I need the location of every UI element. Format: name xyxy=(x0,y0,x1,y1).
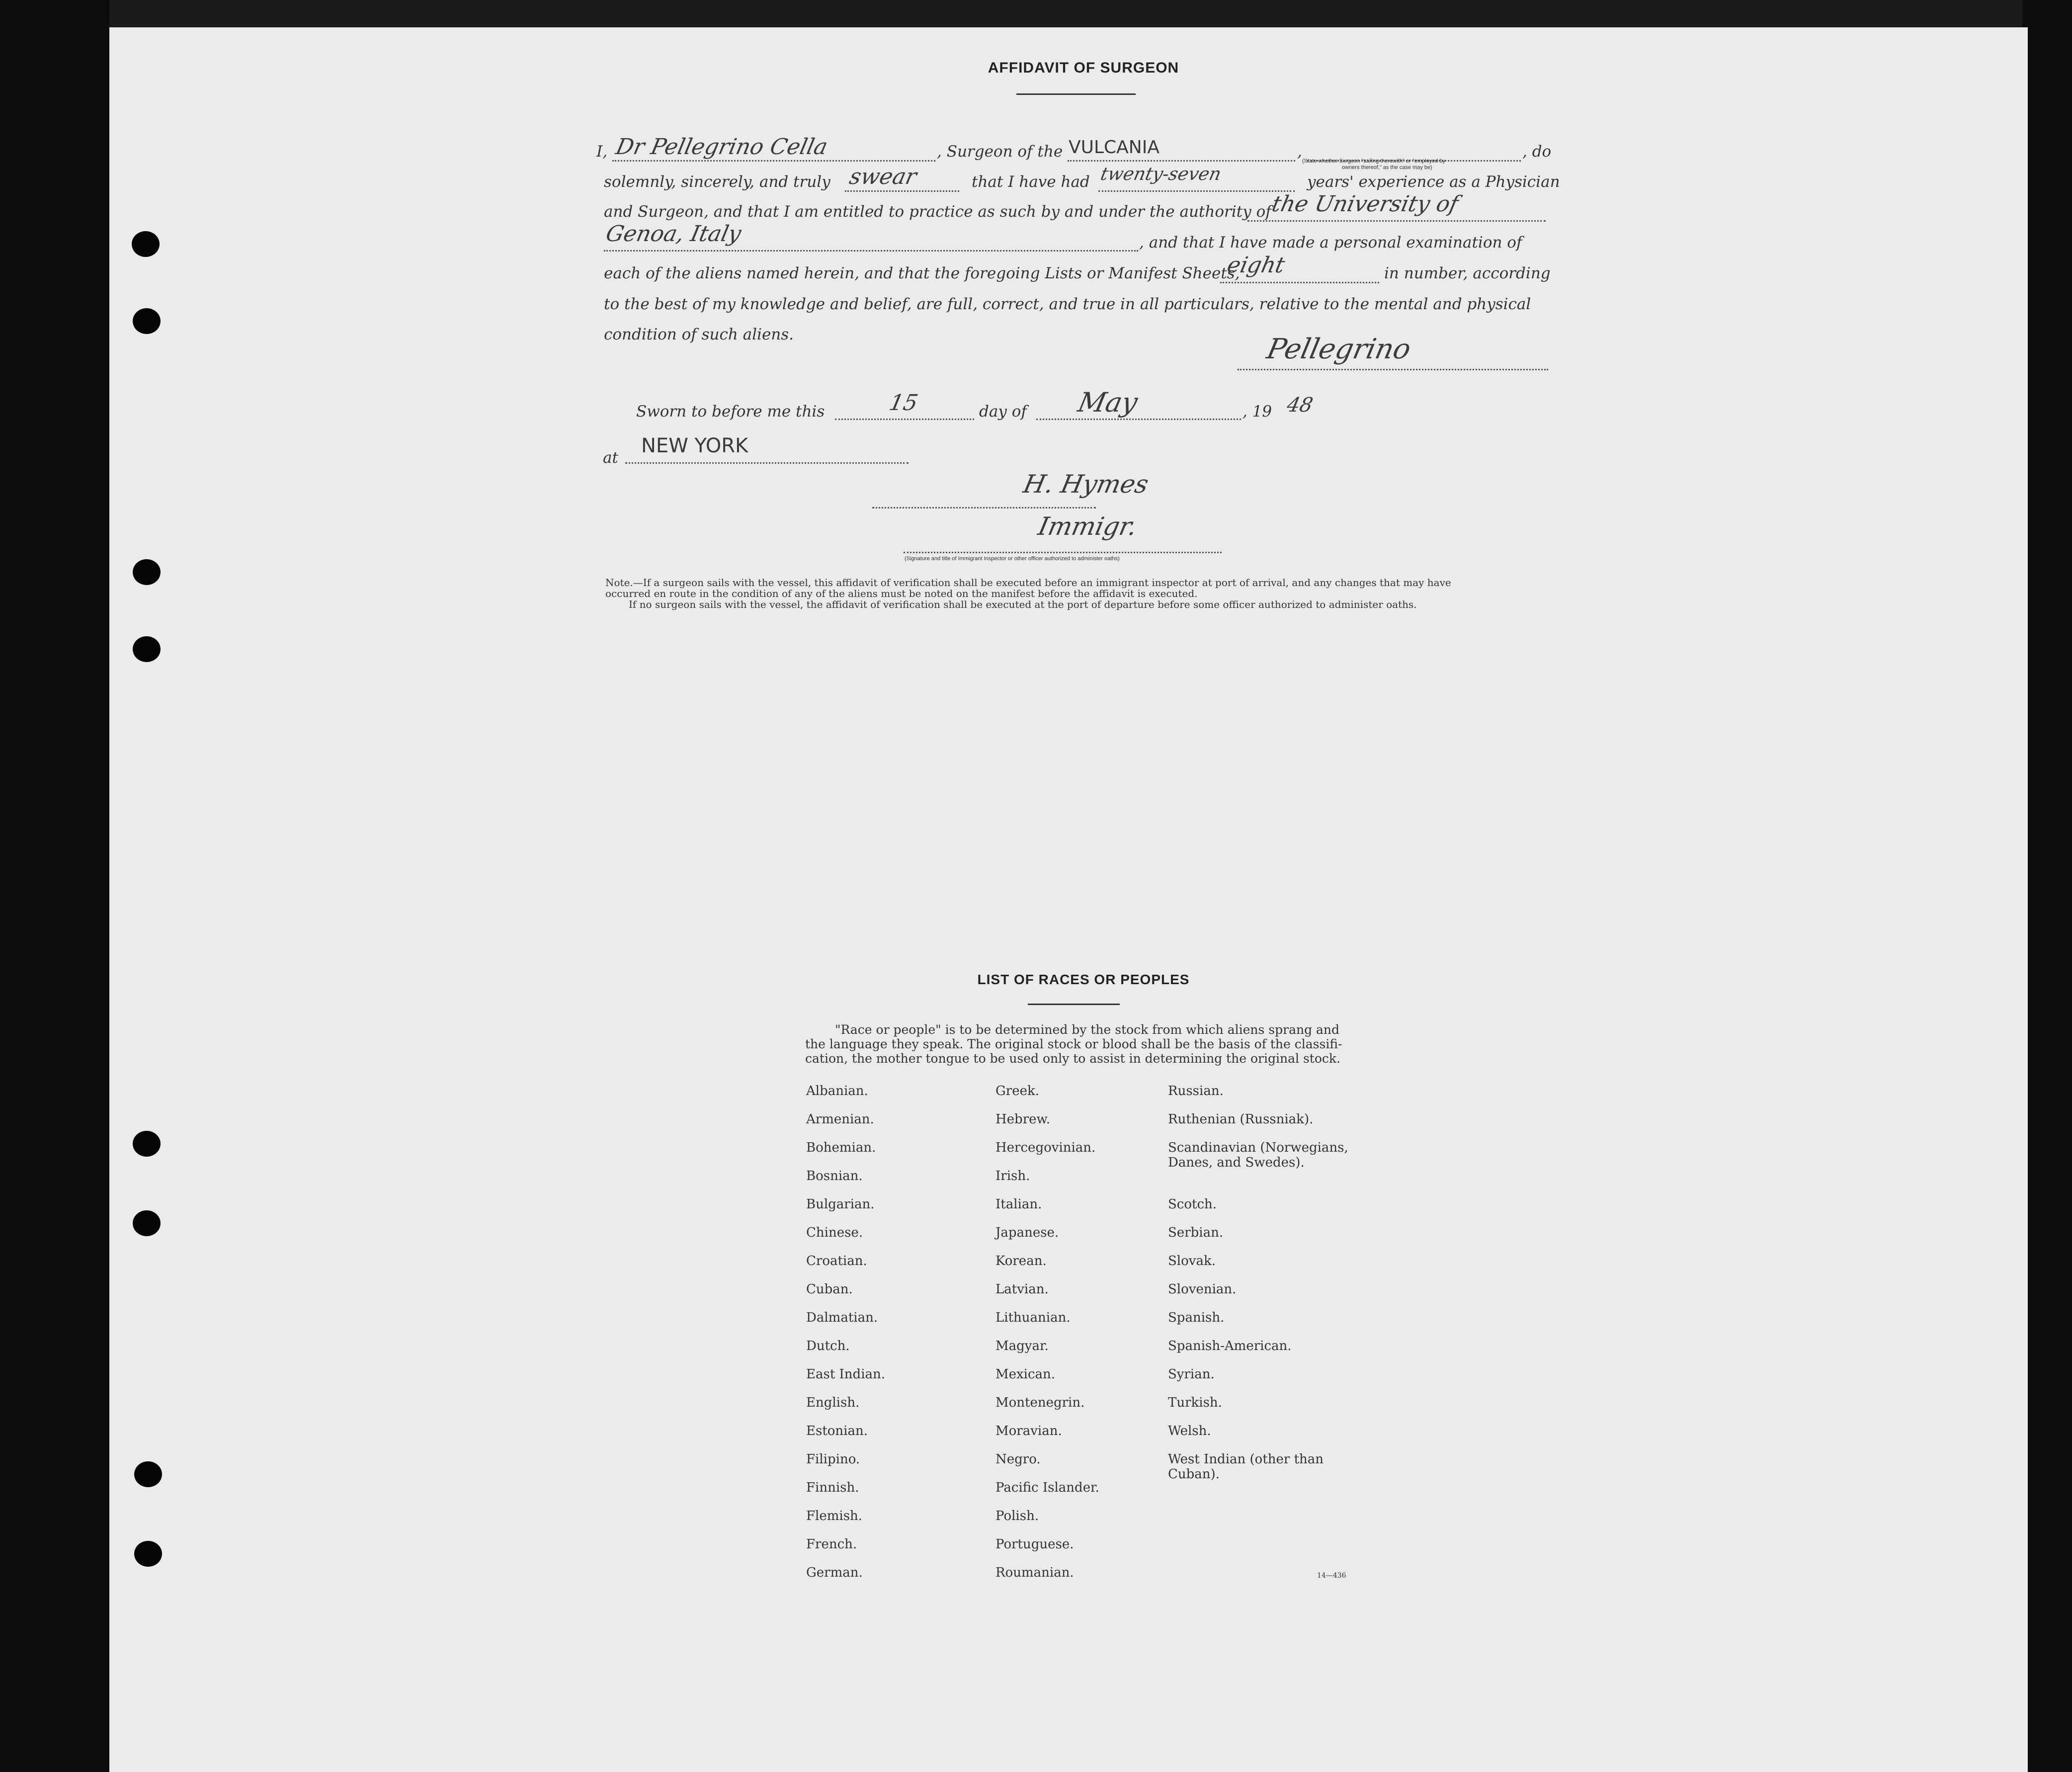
binder-hole xyxy=(134,1461,162,1487)
note-text: occurred en route in the condition of any of the aliens must be noted on the manifest before the affidavit is executed. xyxy=(605,588,1198,599)
signature-line xyxy=(1238,369,1548,370)
affidavit-text: , and that I have made a personal examination of xyxy=(1139,234,1522,252)
races-column-2 xyxy=(995,1084,1099,1594)
oath-field xyxy=(845,190,959,192)
sworn-text: Sworn to before me this xyxy=(636,403,825,421)
affidavit-text: to the best of my knowledge and belief, are full, correct, and true in all particulars, relative to the mental and physical xyxy=(604,295,1531,313)
vessel-name: VULCANIA xyxy=(1069,137,1160,158)
signature-caption: (Signature and title of Immigrant Inspector or other officer authorized to administer oaths) xyxy=(905,556,1120,562)
surgeon-name: Dr Pellegrino Cella xyxy=(613,134,830,160)
race-item: Flemish. xyxy=(806,1509,863,1523)
affidavit-text: , xyxy=(1297,143,1302,161)
race-item: Greek. xyxy=(995,1084,1039,1098)
sworn-day: 15 xyxy=(887,390,920,416)
note-text: If no surgeon sails with the vessel, the affidavit of verification shall be executed at the port of departure before some officer authorized to administer oaths. xyxy=(629,598,1417,610)
vessel-field xyxy=(1068,160,1295,162)
race-item: Montenegrin. xyxy=(995,1395,1085,1410)
race-item: Pacific Islander. xyxy=(995,1480,1099,1495)
race-item: Serbian. xyxy=(1168,1225,1224,1240)
race-item: Dalmatian. xyxy=(806,1310,878,1325)
affidavit-text: I, xyxy=(596,143,608,161)
binder-hole xyxy=(132,231,160,257)
authority-2: Genoa, Italy xyxy=(603,221,744,247)
race-item: Mexican. xyxy=(995,1367,1056,1382)
race-item: Irish. xyxy=(995,1169,1030,1183)
surgeon-signature: Pellegrino xyxy=(1264,333,1414,365)
race-item: French. xyxy=(806,1537,857,1552)
race-item: Bosnian. xyxy=(806,1169,863,1183)
race-item: Russian. xyxy=(1168,1084,1224,1098)
sworn-year: 48 xyxy=(1285,394,1315,417)
affidavit-text: in number, according xyxy=(1384,264,1551,282)
years-experience: twenty-seven xyxy=(1098,164,1223,184)
race-item: Albanian. xyxy=(806,1084,868,1098)
affidavit-text: condition of such aliens. xyxy=(604,326,794,343)
races-title: LIST OF RACES OR PEOPLES xyxy=(977,972,1190,987)
authority-field xyxy=(1247,220,1546,222)
races-intro-line: the language they speak. The original stock or blood shall be the basis of the classifi- xyxy=(805,1037,1342,1051)
race-item: Bulgarian. xyxy=(806,1197,875,1212)
race-item: Estonian. xyxy=(806,1424,868,1438)
sworn-text: day of xyxy=(979,403,1027,421)
race-item: Korean. xyxy=(995,1254,1047,1268)
years-field xyxy=(1098,190,1295,192)
authority-1: the University of xyxy=(1269,191,1461,217)
binder-hole xyxy=(134,1541,162,1567)
officer-signature: H. Hymes xyxy=(1020,470,1152,499)
race-item: Spanish. xyxy=(1168,1310,1225,1325)
fine-print: owners thereof," as the case may be) xyxy=(1342,165,1432,170)
month-field xyxy=(1036,419,1241,420)
affidavit-text: that I have had xyxy=(972,173,1090,191)
affidavit-title: AFFIDAVIT OF SURGEON xyxy=(988,60,1179,76)
officer-signature-line xyxy=(872,507,1096,508)
day-field xyxy=(835,419,974,420)
race-item: Dutch. xyxy=(806,1339,850,1353)
race-item: Croatian. xyxy=(806,1254,867,1268)
sworn-place: NEW YORK xyxy=(641,434,748,457)
binder-hole xyxy=(133,1210,161,1236)
race-item: Filipino. xyxy=(806,1452,860,1467)
sworn-month: May xyxy=(1075,387,1141,418)
surgeon-name-field xyxy=(612,160,935,162)
race-item: Latvian. xyxy=(995,1282,1049,1297)
authority-field-2 xyxy=(604,250,1138,252)
race-item: Moravian. xyxy=(995,1424,1062,1438)
races-column-3 xyxy=(1168,1084,1367,1509)
place-field xyxy=(625,462,909,464)
binder-hole xyxy=(133,559,161,585)
race-item: Spanish-American. xyxy=(1168,1339,1292,1353)
scan-border-right xyxy=(2022,0,2072,1772)
races-title-underline xyxy=(1028,1004,1120,1005)
race-item: Hercegovinian. xyxy=(995,1140,1096,1155)
race-item: Scotch. xyxy=(1168,1197,1217,1212)
officer-title-line xyxy=(904,552,1222,553)
race-item: East Indian. xyxy=(806,1367,886,1382)
form-number: 14—436 xyxy=(1317,1572,1346,1580)
affidavit-text: and Surgeon, and that I am entitled to practice as such by and under the authority of xyxy=(604,203,1271,221)
race-item: Slovenian. xyxy=(1168,1282,1237,1297)
race-item: English. xyxy=(806,1395,860,1410)
race-item: Syrian. xyxy=(1168,1367,1215,1382)
races-intro-line: cation, the mother tongue to be used only to assist in determining the original stock. xyxy=(805,1051,1340,1066)
race-item: Bohemian. xyxy=(806,1140,876,1155)
race-item: Lithuanian. xyxy=(995,1310,1071,1325)
affidavit-text: years' experience as a Physician xyxy=(1307,173,1560,191)
race-item: West Indian (other than Cuban). xyxy=(1168,1452,1324,1482)
race-item: Italian. xyxy=(995,1197,1042,1212)
binder-hole xyxy=(133,636,161,662)
sworn-text: , 19 xyxy=(1243,403,1272,421)
race-item: Welsh. xyxy=(1168,1424,1211,1438)
affidavit-text: , Surgeon of the xyxy=(937,143,1063,161)
affidavit-text: , do xyxy=(1522,143,1552,161)
races-column-1 xyxy=(806,1084,885,1594)
race-item: Scandinavian (Norwegians, Danes, and Swedes). xyxy=(1168,1140,1348,1170)
affidavit-text: each of the aliens named herein, and that the foregoing Lists or Manifest Sheets, xyxy=(604,264,1240,282)
binder-hole xyxy=(133,1131,161,1157)
race-item: Japanese. xyxy=(995,1225,1059,1240)
fine-print: (State whether Surgeon "sailing therewith" or "employed by xyxy=(1302,158,1446,164)
race-item: Cuban. xyxy=(806,1282,853,1297)
race-item: Slovak. xyxy=(1168,1254,1216,1268)
races-intro-line: "Race or people" is to be determined by the stock from which aliens sprang and xyxy=(835,1022,1340,1037)
race-item: Finnish. xyxy=(806,1480,859,1495)
race-item: Polish. xyxy=(995,1509,1039,1523)
scan-border-left xyxy=(0,0,109,1772)
oath-word: swear xyxy=(847,164,919,189)
affidavit-text: solemnly, sincerely, and truly xyxy=(604,173,830,191)
binder-hole xyxy=(133,308,161,334)
race-item: Portuguese. xyxy=(995,1537,1074,1552)
at-label: at xyxy=(603,449,618,467)
race-item: Magyar. xyxy=(995,1339,1049,1353)
race-item: Negro. xyxy=(995,1452,1041,1467)
note-text: Note.—If a surgeon sails with the vessel, this affidavit of verification shall be executed before an immigrant inspector at port of arrival, and any changes that may have xyxy=(605,577,1451,589)
race-item: German. xyxy=(806,1565,863,1580)
race-item: Roumanian. xyxy=(995,1565,1074,1580)
race-item: Ruthenian (Russniak). xyxy=(1168,1112,1314,1127)
race-item: Armenian. xyxy=(806,1112,874,1127)
race-item: Chinese. xyxy=(806,1225,863,1240)
title-underline xyxy=(1016,93,1136,95)
officer-title: Immigr. xyxy=(1035,512,1140,541)
race-item: Turkish. xyxy=(1168,1395,1222,1410)
sheets-field xyxy=(1220,282,1379,283)
race-item: Hebrew. xyxy=(995,1112,1050,1127)
sheet-count: eight xyxy=(1225,253,1287,278)
